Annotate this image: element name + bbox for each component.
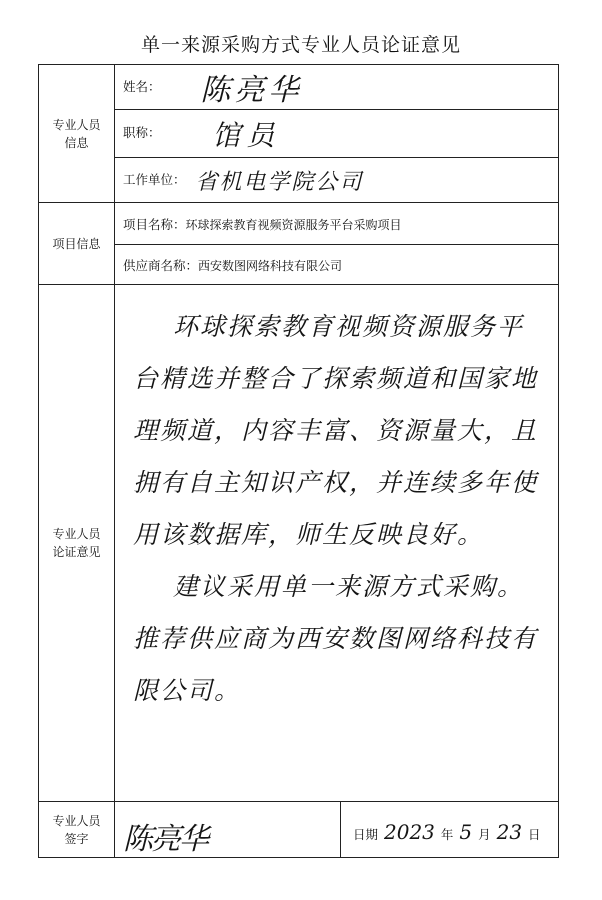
date-year: 2023: [384, 820, 435, 844]
title-label: 职称：: [123, 125, 161, 140]
page-title: 单一来源采购方式专业人员论证意见: [140, 34, 461, 56]
date-day-unit: 日: [528, 827, 541, 842]
opinion-paragraph-2: 建议采用单一来源方式采购。推荐供应商为西安数图网络科技有限公司。: [133, 572, 539, 705]
date-year-unit: 年: [440, 827, 454, 842]
project-name-row: [115, 203, 559, 245]
unit-label: 工作单位：: [123, 171, 186, 187]
section-opinion-label: 专业人员 论证意见: [52, 527, 101, 559]
section-signature-label: 专业人员 签字: [52, 813, 101, 846]
signature-cell: [115, 802, 559, 858]
supplier-row: [115, 245, 559, 285]
opinion-paragraph-1: 环球探索教育视频资源服务平台精选并整合了探索频道和国家地理频道，内容丰富、资源量大，且拥有自主知识产权，并连续多年使用该数据库，师生反映良好。: [133, 312, 539, 549]
section-project-info-label: 项目信息: [52, 236, 101, 251]
unit-value: 省机电学院公司: [195, 169, 364, 195]
project-name-value: 环球探索教育视频资源服务平台采购项目: [185, 217, 402, 232]
date-day: 23: [496, 820, 523, 844]
opinion-form: [38, 64, 559, 858]
opinion-cell: [115, 285, 559, 802]
signature-date: [353, 820, 541, 844]
section-expert-info: [39, 65, 115, 203]
signature-divider: [340, 802, 341, 857]
date-month: 5: [459, 820, 473, 844]
signature: 陈亮华: [123, 822, 207, 857]
section-opinion: [39, 285, 115, 802]
supplier-label: 供应商名称：: [123, 257, 199, 273]
section-expert-info-label: 专业人员 信息: [52, 117, 101, 150]
date-month-unit: 月: [478, 827, 491, 842]
unit-row: [115, 158, 559, 203]
name-row: [115, 65, 559, 110]
date-label: 日期: [353, 827, 379, 842]
title-value: 馆员: [212, 118, 281, 152]
section-signature: [39, 802, 115, 858]
supplier-value: 西安数图网络科技有限公司: [198, 258, 343, 273]
section-project-info: [39, 203, 115, 285]
project-name-label: 项目名称：: [123, 216, 186, 232]
name-value: 陈亮华: [200, 73, 303, 108]
name-label: 姓名：: [123, 78, 161, 94]
title-row: [115, 110, 559, 158]
